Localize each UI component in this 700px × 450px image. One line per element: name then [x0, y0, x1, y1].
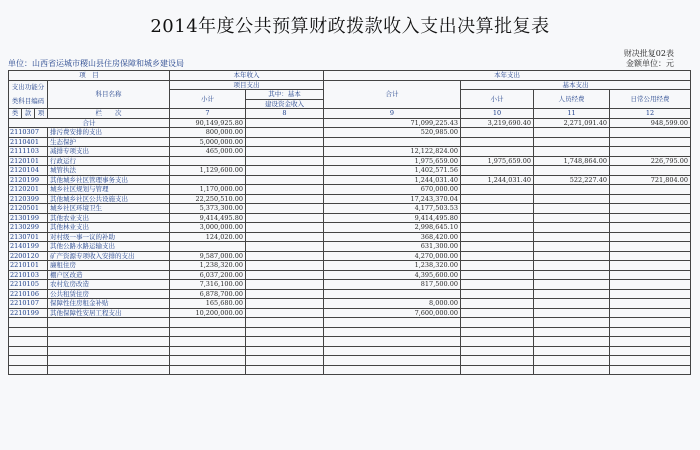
row-code: 2130701: [9, 232, 48, 242]
total-row: [9, 118, 691, 128]
table-body: [9, 118, 691, 375]
row-c7: [170, 156, 246, 166]
row-c12: [610, 128, 691, 138]
row-c12: [610, 280, 691, 290]
row-c7: [170, 337, 246, 347]
header-subject-name: 科目名称: [48, 80, 170, 109]
row-name: [48, 356, 170, 366]
row-c9: [324, 137, 461, 147]
form-number: 财决批复02表: [623, 49, 674, 58]
row-c8: [246, 175, 324, 185]
header-subtotal: 小计: [170, 90, 246, 109]
header-func-class-line2: 类科目编码: [11, 97, 45, 106]
row-c7: 465,000.00: [170, 147, 246, 157]
row-name: 农村危房改造: [48, 280, 170, 290]
row-name: 生态保护: [48, 137, 170, 147]
row-code: 2120104: [9, 166, 48, 176]
row-c10: [461, 346, 534, 356]
row-c10: [461, 365, 534, 375]
row-c9: 12,122,824.00: [324, 147, 461, 157]
row-c12: [610, 242, 691, 252]
unit-label: 单位：: [8, 59, 32, 68]
row-code: 2120399: [9, 194, 48, 204]
row-code: 2210106: [9, 289, 48, 299]
row-c12: [610, 299, 691, 309]
header-subtotal2: 小计: [461, 90, 534, 109]
row-c10: [461, 147, 534, 157]
budget-table: [8, 70, 691, 375]
row-code: 2120199: [9, 175, 48, 185]
row-c8: [246, 365, 324, 375]
table-row: [9, 175, 691, 185]
row-code: 2210101: [9, 261, 48, 271]
row-name: [48, 337, 170, 347]
row-c7: 5,373,300.00: [170, 204, 246, 214]
row-c7: 3,000,000.00: [170, 223, 246, 233]
row-c11: [534, 261, 610, 271]
row-code: 2210107: [9, 299, 48, 309]
header-total: 合计: [324, 80, 461, 109]
table-row: [9, 147, 691, 157]
row-name: 对村级一事一议的补助: [48, 232, 170, 242]
row-c12: [610, 137, 691, 147]
row-c11: [534, 213, 610, 223]
header-basic-expense: 基本支出: [461, 80, 691, 90]
row-c10: [461, 185, 534, 195]
row-c11: [534, 327, 610, 337]
row-c8: [246, 337, 324, 347]
row-c11: [534, 185, 610, 195]
row-c7: 10,200,000.00: [170, 308, 246, 318]
header-xiang: 项: [35, 109, 48, 119]
row-c9: 8,000.00: [324, 299, 461, 309]
row-c8: [246, 280, 324, 290]
row-name: [48, 346, 170, 356]
row-code: 2120201: [9, 185, 48, 195]
row-c12: [610, 223, 691, 233]
row-c9: 4,395,600.00: [324, 270, 461, 280]
row-name: 排污费安排的支出: [48, 128, 170, 138]
row-c8: [246, 166, 324, 176]
row-c9: [324, 337, 461, 347]
row-c10: [461, 318, 534, 328]
row-c12: [610, 270, 691, 280]
table-row: [9, 299, 691, 309]
table-row: [9, 318, 691, 328]
row-c11: [534, 128, 610, 138]
row-c12: [610, 194, 691, 204]
row-c8: [246, 232, 324, 242]
row-c11: [534, 356, 610, 366]
row-c11: [534, 318, 610, 328]
header-expense: 本年支出: [324, 71, 691, 81]
header-fund-line1: 其中：基本: [246, 90, 324, 100]
header-col8: 8: [246, 109, 324, 119]
table-row: [9, 128, 691, 138]
row-c9: 1,244,031.40: [324, 175, 461, 185]
row-c12: [610, 308, 691, 318]
row-c12: [610, 166, 691, 176]
row-name: 减排专项支出: [48, 147, 170, 157]
row-c9: [324, 356, 461, 366]
row-c8: [246, 251, 324, 261]
row-c10: [461, 289, 534, 299]
header-lanci: 栏 次: [48, 109, 170, 119]
row-c9: [324, 346, 461, 356]
row-c7: 1,129,600.00: [170, 166, 246, 176]
row-c10: [461, 337, 534, 347]
row-c11: [534, 337, 610, 347]
row-c8: [246, 346, 324, 356]
total-c9: 71,099,225.43: [324, 118, 461, 128]
table-row: [9, 365, 691, 375]
row-c10: [461, 223, 534, 233]
row-name: [48, 327, 170, 337]
row-c12: [610, 204, 691, 214]
row-c9: 9,414,495.80: [324, 213, 461, 223]
row-c10: [461, 137, 534, 147]
header-col7: 7: [170, 109, 246, 119]
row-c7: [170, 356, 246, 366]
row-name: [48, 318, 170, 328]
row-c9: [324, 289, 461, 299]
row-c10: [461, 128, 534, 138]
row-name: 廉租住房: [48, 261, 170, 271]
table-row: [9, 280, 691, 290]
row-code: [9, 337, 48, 347]
row-code: 2130199: [9, 213, 48, 223]
row-c10: 1,244,031.40: [461, 175, 534, 185]
row-c7: [170, 175, 246, 185]
row-name: 棚户区改造: [48, 270, 170, 280]
row-c10: [461, 166, 534, 176]
total-label: 合计: [9, 118, 170, 128]
table-row: [9, 223, 691, 233]
header-fund-line2: 建设资金收入: [246, 99, 324, 109]
row-code: 2120501: [9, 204, 48, 214]
row-code: 2120101: [9, 156, 48, 166]
row-c8: [246, 242, 324, 252]
row-c11: [534, 204, 610, 214]
row-c8: [246, 147, 324, 157]
row-c12: [610, 365, 691, 375]
row-c9: [324, 327, 461, 337]
table-row: [9, 194, 691, 204]
row-c12: [610, 185, 691, 195]
row-c7: 165,680.00: [170, 299, 246, 309]
row-c9: 670,000.00: [324, 185, 461, 195]
row-c8: [246, 261, 324, 271]
amount-unit: 金额单位：元: [626, 59, 674, 68]
row-c9: 520,985.00: [324, 128, 461, 138]
row-c10: 1,975,659.00: [461, 156, 534, 166]
row-c11: [534, 166, 610, 176]
row-c11: [534, 365, 610, 375]
row-c12: [610, 289, 691, 299]
row-c8: [246, 289, 324, 299]
row-c8: [246, 213, 324, 223]
row-name: 行政运行: [48, 156, 170, 166]
total-c12: 948,599.00: [610, 118, 691, 128]
table-row: [9, 232, 691, 242]
row-c8: [246, 128, 324, 138]
table-header: [9, 71, 691, 119]
row-c12: [610, 318, 691, 328]
row-code: [9, 346, 48, 356]
row-code: 2210105: [9, 280, 48, 290]
total-c8: [246, 118, 324, 128]
table-row: [9, 261, 691, 271]
row-c12: [610, 346, 691, 356]
row-c7: [170, 346, 246, 356]
row-code: [9, 327, 48, 337]
row-c9: [324, 365, 461, 375]
row-c12: [610, 261, 691, 271]
row-c11: [534, 299, 610, 309]
header-col9: 9: [324, 109, 461, 119]
row-name: 城乡社区规划与管理: [48, 185, 170, 195]
row-c10: [461, 299, 534, 309]
row-c8: [246, 299, 324, 309]
row-c11: 1,748,864.00: [534, 156, 610, 166]
row-c8: [246, 327, 324, 337]
row-code: 2140199: [9, 242, 48, 252]
total-c7: 90,149,925.80: [170, 118, 246, 128]
row-c9: 4,177,503.53: [324, 204, 461, 214]
row-c8: [246, 223, 324, 233]
row-c9: 1,975,659.00: [324, 156, 461, 166]
row-c7: [170, 327, 246, 337]
table-row: [9, 346, 691, 356]
table-row: [9, 185, 691, 195]
row-c8: [246, 204, 324, 214]
row-c7: 9,414,495.80: [170, 213, 246, 223]
header-item-expense: 项目支出: [170, 80, 324, 90]
header-func-class: [9, 80, 48, 109]
row-c8: [246, 137, 324, 147]
row-c7: 22,250,510.00: [170, 194, 246, 204]
total-c11: 2,271,091.40: [534, 118, 610, 128]
row-c11: [534, 270, 610, 280]
row-c9: 7,600,000.00: [324, 308, 461, 318]
row-name: 保障性住房租金补贴: [48, 299, 170, 309]
row-c11: [534, 280, 610, 290]
row-c8: [246, 308, 324, 318]
header-lei: 类: [9, 109, 22, 119]
row-c12: [610, 337, 691, 347]
row-c11: [534, 137, 610, 147]
row-c10: [461, 327, 534, 337]
row-c11: [534, 289, 610, 299]
row-c9: 17,243,370.04: [324, 194, 461, 204]
row-c10: [461, 232, 534, 242]
table-row: [9, 356, 691, 366]
table-row: [9, 213, 691, 223]
row-name: 其他公路水路运输支出: [48, 242, 170, 252]
row-c11: 522,227.40: [534, 175, 610, 185]
table-row: [9, 289, 691, 299]
row-name: 城乡社区环境卫生: [48, 204, 170, 214]
row-c8: [246, 270, 324, 280]
row-c8: [246, 185, 324, 195]
table-row: [9, 204, 691, 214]
row-c9: [324, 318, 461, 328]
row-c11: [534, 308, 610, 318]
header-staff: 人员经费: [534, 90, 610, 109]
row-c9: 2,998,645.10: [324, 223, 461, 233]
row-c7: 6,037,200.00: [170, 270, 246, 280]
row-code: [9, 318, 48, 328]
header-col11: 11: [534, 109, 610, 119]
header-col12: 12: [610, 109, 691, 119]
row-code: 2111103: [9, 147, 48, 157]
header-col10: 10: [461, 109, 534, 119]
row-c7: 9,587,000.00: [170, 251, 246, 261]
header-kuan: 款: [22, 109, 35, 119]
row-code: [9, 365, 48, 375]
row-name: 公共租赁住房: [48, 289, 170, 299]
header-income: 本年收入: [170, 71, 324, 81]
row-c7: [170, 318, 246, 328]
row-c11: [534, 147, 610, 157]
table-row: [9, 166, 691, 176]
row-c9: 4,270,000.00: [324, 251, 461, 261]
row-name: 其他城乡社区管理事务支出: [48, 175, 170, 185]
row-c10: [461, 251, 534, 261]
row-c7: 124,020.00: [170, 232, 246, 242]
row-name: 其他城乡社区公共设施支出: [48, 194, 170, 204]
table-row: [9, 327, 691, 337]
row-c10: [461, 261, 534, 271]
row-c9: 368,420.00: [324, 232, 461, 242]
row-c11: [534, 251, 610, 261]
row-c7: 7,316,100.00: [170, 280, 246, 290]
row-c11: [534, 194, 610, 204]
row-c10: [461, 270, 534, 280]
row-c10: [461, 213, 534, 223]
row-code: 2210199: [9, 308, 48, 318]
row-c9: 631,300.00: [324, 242, 461, 252]
header-item: 项 目: [9, 71, 170, 81]
row-c12: 226,795.00: [610, 156, 691, 166]
row-c10: [461, 308, 534, 318]
row-c12: [610, 327, 691, 337]
row-code: 2130299: [9, 223, 48, 233]
row-c10: [461, 280, 534, 290]
row-c12: [610, 213, 691, 223]
row-c7: 800,000.00: [170, 128, 246, 138]
row-c7: 1,170,000.00: [170, 185, 246, 195]
table-row: [9, 242, 691, 252]
row-code: 2210103: [9, 270, 48, 280]
row-c12: 721,804.00: [610, 175, 691, 185]
row-name: 其他林业支出: [48, 223, 170, 233]
row-c8: [246, 194, 324, 204]
row-c12: [610, 356, 691, 366]
table-row: [9, 308, 691, 318]
header-func-class-line1: 支出功能分: [11, 82, 45, 91]
row-c7: [170, 365, 246, 375]
row-c7: 5,000,000.00: [170, 137, 246, 147]
row-c11: [534, 223, 610, 233]
row-name: 其他保障性安居工程支出: [48, 308, 170, 318]
row-c12: [610, 147, 691, 157]
unit-line: [8, 58, 184, 69]
table-row: [9, 251, 691, 261]
row-c9: 1,238,320.00: [324, 261, 461, 271]
row-c11: [534, 232, 610, 242]
row-c12: [610, 251, 691, 261]
row-code: 2110401: [9, 137, 48, 147]
page-title: 2014年度公共预算财政拨款收入支出决算批复表: [150, 16, 550, 37]
table-row: [9, 270, 691, 280]
row-c12: [610, 232, 691, 242]
row-code: [9, 356, 48, 366]
row-c9: 817,500.00: [324, 280, 461, 290]
row-c10: [461, 356, 534, 366]
row-c8: [246, 156, 324, 166]
table-row: [9, 337, 691, 347]
row-c10: [461, 204, 534, 214]
total-c10: 3,219,690.40: [461, 118, 534, 128]
row-c7: 1,238,320.00: [170, 261, 246, 271]
row-c10: [461, 194, 534, 204]
table-row: [9, 137, 691, 147]
row-c7: [170, 242, 246, 252]
unit-name: 山西省运城市稷山县住房保障和城乡建设局: [32, 59, 184, 68]
row-c9: 1,402,571.56: [324, 166, 461, 176]
row-c8: [246, 356, 324, 366]
row-c11: [534, 346, 610, 356]
row-code: 2110307: [9, 128, 48, 138]
row-code: 2200120: [9, 251, 48, 261]
row-name: [48, 365, 170, 375]
row-c7: 6,878,700.00: [170, 289, 246, 299]
row-c10: [461, 242, 534, 252]
row-c11: [534, 242, 610, 252]
table-row: [9, 156, 691, 166]
row-name: 城管执法: [48, 166, 170, 176]
row-name: 其他农业支出: [48, 213, 170, 223]
row-name: 矿产资源专项收入安排的支出: [48, 251, 170, 261]
row-c8: [246, 318, 324, 328]
header-office: 日常公用经费: [610, 90, 691, 109]
